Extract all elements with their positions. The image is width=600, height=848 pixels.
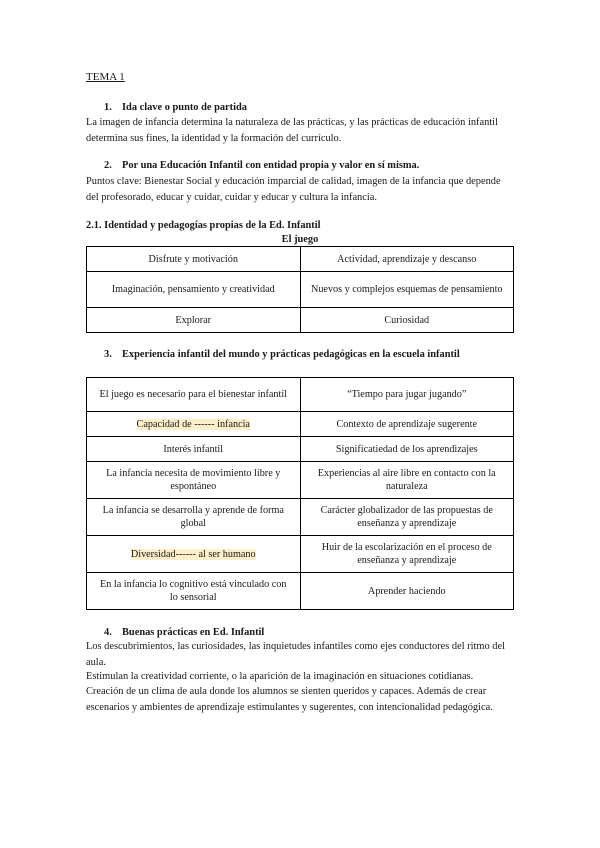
table-cell: Huir de la escolarización en el proceso de enseñanza y aprendizaje <box>300 536 514 573</box>
table-row <box>87 536 514 573</box>
highlighted-text: Capacidad de ------ infancia <box>136 418 250 430</box>
experiencia-table <box>86 377 514 610</box>
table-cell: Interés infantil <box>87 437 301 462</box>
table-cell: La infancia se desarrolla y aprende de forma global <box>87 499 301 536</box>
section-4-paragraph-3: Creación de un clima de aula donde los alumnos se sienten queridos y capaces. Además de crear escenarios y ambientes de aprendizaje estimulantes y sugerentes, con intencionalidad pedagógica. <box>86 686 493 713</box>
table-row <box>87 378 514 412</box>
section-3-number: 3. <box>104 349 112 360</box>
table-row <box>87 412 514 437</box>
section-2-1-title: 2.1. Identidad y pedagogías propias de la Ed. Infantil <box>86 220 321 231</box>
section-4-title: Buenas prácticas en Ed. Infantil <box>122 627 265 638</box>
table-cell: Curiosidad <box>300 308 514 333</box>
section-4-heading <box>104 625 264 640</box>
table-row <box>87 437 514 462</box>
table-cell <box>87 536 301 573</box>
table-row <box>87 499 514 536</box>
section-1-title: Ida clave o punto de partida <box>122 102 247 113</box>
table-cell: “Tiempo para jugar jugando” <box>300 378 514 412</box>
section-2-number: 2. <box>104 160 112 171</box>
section-2-title: Por una Educación Infantil con entidad propia y valor en sí misma. <box>122 160 420 171</box>
juego-table <box>86 246 514 333</box>
section-4-paragraph-1: Los descubrimientos, las curiosidades, las inquietudes infantiles como ejes conductores del ritmo del aula. <box>86 641 505 668</box>
table-cell: La infancia necesita de movimiento libre y espontáneo <box>87 462 301 499</box>
table-cell: Nuevos y complejos esquemas de pensamiento <box>300 272 514 308</box>
section-1-heading <box>104 100 247 115</box>
table-cell: En la infancia lo cognitivo está vinculado con lo sensorial <box>87 573 301 610</box>
section-2-heading <box>104 158 419 173</box>
table-row <box>87 462 514 499</box>
section-1-text: La imagen de infancia determina la naturaleza de las prácticas, y las prácticas de educación infantil determina sus fines, la identidad y la formación del currículo. <box>86 117 498 144</box>
table-cell: Imaginación, pensamiento y creatividad <box>87 272 301 308</box>
table-cell: Contexto de aprendizaje sugerente <box>300 412 514 437</box>
section-3-title: Experiencia infantil del mundo y prácticas pedagógicas en la escuela infantil <box>122 349 460 360</box>
highlighted-text: Diversidad------ al ser humano <box>130 548 256 560</box>
table-cell: Experiencias al aire libre en contacto con la naturaleza <box>300 462 514 499</box>
table-cell: Aprender haciendo <box>300 573 514 610</box>
table-row <box>87 308 514 333</box>
table-cell: Carácter globalizador de las propuestas de enseñanza y aprendizaje <box>300 499 514 536</box>
table-cell: Disfrute y motivación <box>87 247 301 272</box>
table-row <box>87 272 514 308</box>
table-cell <box>87 412 301 437</box>
document-title: TEMA 1 <box>86 71 125 83</box>
table-row <box>87 573 514 610</box>
table-cell: Significatiedad de los aprendizajes <box>300 437 514 462</box>
table-cell: El juego es necesario para el bienestar infantil <box>87 378 301 412</box>
section-2-text: Puntos clave: Bienestar Social y educación imparcial de calidad, imagen de la infancia que depende del profesorado, educar y cuidar, cuidar y educar y cultura la infancia. <box>86 176 501 203</box>
table-cell: Explorar <box>87 308 301 333</box>
section-4-number: 4. <box>104 627 112 638</box>
section-4-paragraph-2: Estimulan la creatividad corriente, o la aparición de la imaginación en situaciones cotidianas. <box>86 671 474 682</box>
table-row <box>87 247 514 272</box>
table-cell: Actividad, aprendizaje y descanso <box>300 247 514 272</box>
section-3-heading <box>104 347 460 362</box>
juego-table-title: El juego <box>281 234 319 245</box>
section-1-number: 1. <box>104 102 112 113</box>
